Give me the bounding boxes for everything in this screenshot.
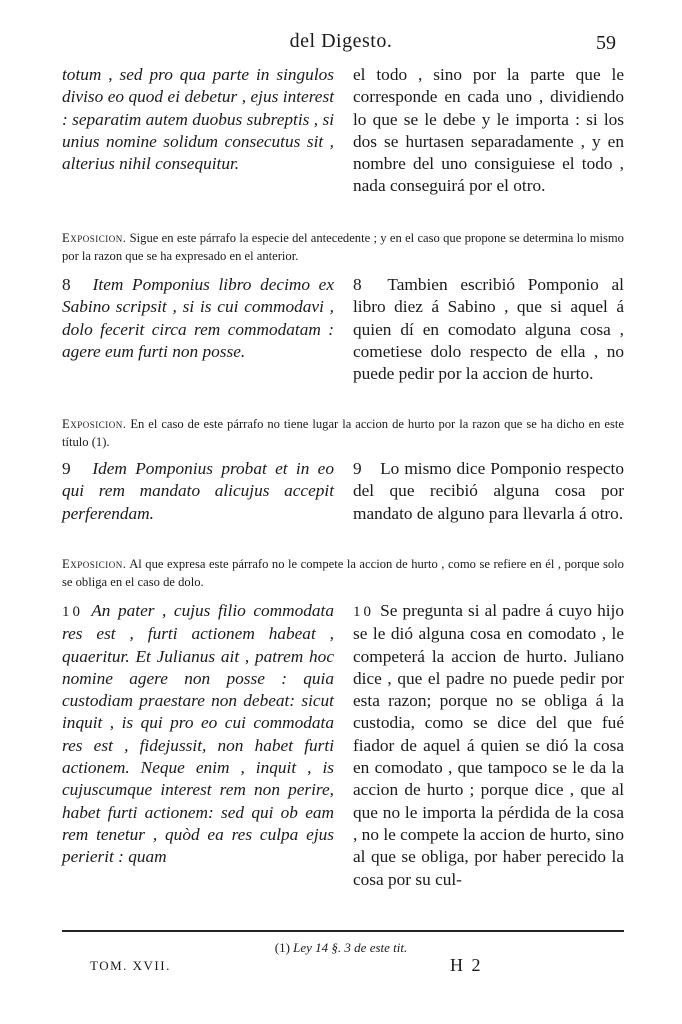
exposition [62, 230, 624, 265]
section-number: 10 [62, 604, 83, 620]
page-number: 59 [596, 32, 616, 54]
footnote-text: Ley 14 §. 3 de este tit. [293, 940, 408, 955]
latin-text [62, 600, 334, 869]
exposition [62, 556, 624, 591]
spanish-text [353, 458, 624, 525]
spanish-text [353, 64, 624, 198]
exposition-text: Sigue en este párrafo la especie del antecedente ; y en el caso que propone se determina lo mismo por la razon que se ha expresado en el anterior. [62, 231, 624, 263]
latin-paragraph: An pater , cujus filio commodata res est , furti actionem habeat , quaeritur. Et Julianus ait , patrem hoc nomine agere non posse : quia custodiam praestare non debeat: sicut inquit , is qui pro eo cui commodata res est , fidejussit, non habet furti actionem. Neque enim , inquit , is cujuscumque interest rem non perire, habet furti actionem: sed qui ob eam rem tenetur , quòd ea res culpa ejus perierit : quam [62, 601, 334, 867]
footnote [0, 940, 682, 956]
running-title: del Digesto. [289, 30, 393, 52]
exposition-text: En el caso de este párrafo no tiene lugar la accion de hurto por la razon que se ha dicho en este título (1). [62, 417, 624, 449]
section-number: 9 [62, 459, 71, 478]
section-number: 10 [353, 604, 374, 620]
spanish-paragraph: el todo , sino por la parte que le corresponde en cada uno , dividiendo lo que se le debe y le importa : si los dos se hurtasen separadamente , y en nombre del uno consiguiese el todo , nada conseguirá por el otro. [353, 65, 624, 196]
section-number: 8 [353, 275, 362, 294]
signature-mark: H 2 [450, 955, 483, 975]
spanish-paragraph: Tambien escribió Pomponio al libro diez á Sabino , que si aquel á quien dí en comodato alguna cosa , cometiese dolo respecto de ella , no puede pedir por la accion de hurto. [353, 275, 624, 384]
spanish-paragraph: Se pregunta si al padre á cuyo hijo se le dió alguna cosa en comodato , le competerá la accion de hurto. Juliano dice , que el padre no puede pedir por esta razon; porque no se obliga á la custodia, como se dice del que fué fiador de aquel á quien se dió la cosa en comodato , que tampoco se le da la accion de hurto ; porque dice , que al que no le importa la pérdida de la cosa , no le compete la accion de hurto, sino al que se obliga, por haber perecido la cosa por su cul- [353, 601, 624, 889]
latin-paragraph: totum , sed pro qua parte in singulos diviso eo quod ei debetur , ejus interest : separatim autem duobus subreptis , si unius nomine solidum consecutus sit , alterius nihil consequitur. [62, 65, 334, 174]
spanish-paragraph: Lo mismo dice Pomponio respecto del que recibió alguna cosa por mandato de alguno para llevarla á otro. [353, 459, 624, 523]
exposition-text: Al que expresa este párrafo no le compete la accion de hurto , como se refiere en él , porque solo se obliga en el caso de dolo. [62, 557, 624, 589]
section-number: 8 [62, 275, 71, 294]
volume-label: TOM. XVII. [90, 958, 171, 973]
exposition [62, 416, 624, 451]
latin-text [62, 64, 334, 175]
exposition-label: Exposicion. [62, 417, 127, 431]
latin-text [62, 458, 334, 525]
footnote-rule [62, 930, 624, 932]
latin-text [62, 274, 334, 363]
spanish-text [353, 274, 624, 385]
section-10 [62, 600, 624, 920]
exposition-label: Exposicion. [62, 557, 127, 571]
section-number: 9 [353, 459, 362, 478]
section-8 [62, 274, 624, 402]
exposition-label: Exposicion. [62, 231, 127, 245]
spanish-text [353, 600, 624, 891]
latin-paragraph: Item Pomponius libro decimo ex Sabino scripsit , si is cui commodavi , dolo fecerit circa rem commodatam : agere eum furti non posse. [62, 275, 334, 361]
footnote-mark: (1) [274, 940, 290, 955]
latin-paragraph: Idem Pomponius probat et in eo qui rem mandato alicujus accepit perferendam. [62, 459, 334, 523]
section-9 [62, 458, 624, 548]
section-continuation [62, 64, 624, 224]
page-header [0, 30, 682, 60]
